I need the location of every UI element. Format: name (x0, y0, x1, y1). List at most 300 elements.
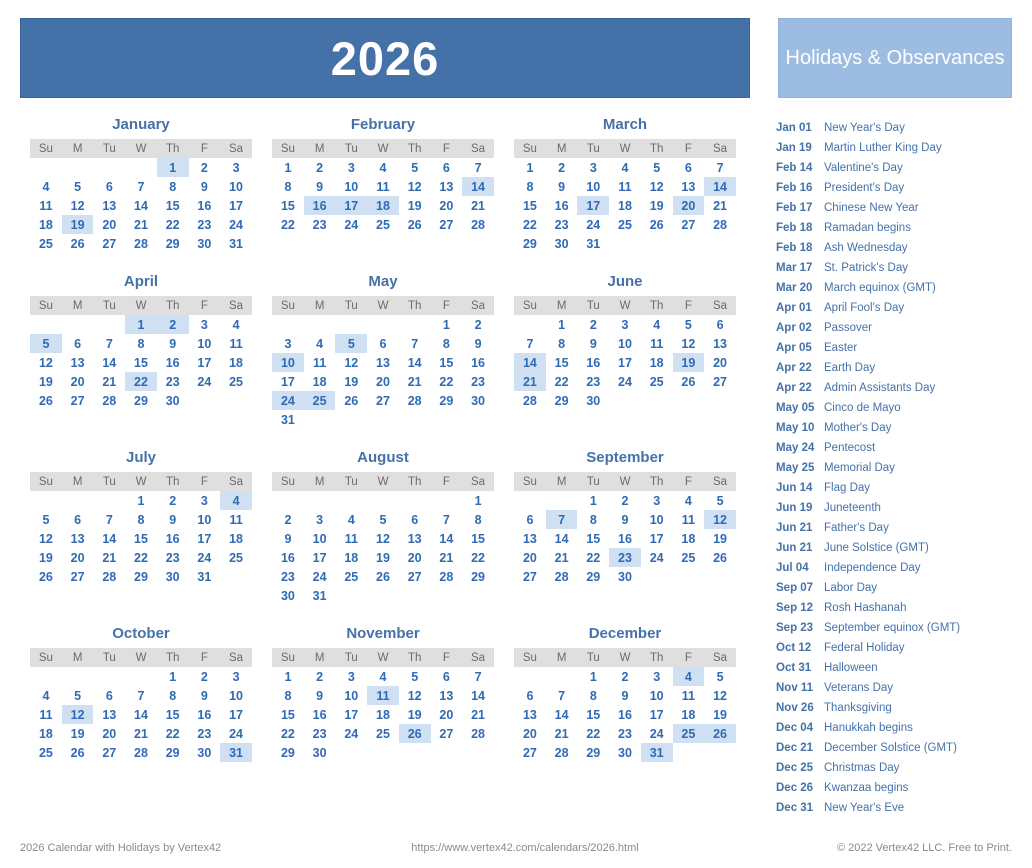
day-cell[interactable]: 17 (197, 531, 212, 546)
day-cell[interactable]: 30 (586, 393, 601, 408)
day-cell[interactable]: 16 (471, 355, 486, 370)
day-cell[interactable]: 28 (407, 393, 422, 408)
day-cell[interactable]: 6 (442, 669, 450, 684)
day-cell[interactable]: 12 (376, 531, 390, 546)
day-cell[interactable]: 4 (379, 160, 387, 175)
day-cell[interactable]: 9 (200, 179, 208, 194)
day-cell[interactable]: 31 (197, 569, 212, 584)
day-cell[interactable]: 1 (589, 493, 597, 508)
day-cell[interactable]: 19 (673, 353, 705, 372)
day-cell[interactable]: 30 (618, 745, 632, 760)
day-cell[interactable]: 29 (165, 236, 180, 251)
day-cell[interactable]: 22 (280, 217, 295, 232)
day-cell[interactable]: 20 (522, 550, 537, 565)
day-cell[interactable]: 8 (442, 336, 450, 351)
day-cell[interactable]: 14 (462, 177, 494, 196)
day-cell[interactable]: 7 (105, 336, 113, 351)
day-cell[interactable]: 23 (280, 569, 295, 584)
day-cell[interactable]: 10 (272, 353, 304, 372)
day-cell[interactable]: 19 (407, 707, 422, 722)
day-cell[interactable]: 22 (125, 372, 157, 391)
day-cell[interactable]: 15 (134, 355, 148, 370)
day-cell[interactable]: 4 (379, 669, 387, 684)
day-cell[interactable]: 25 (344, 569, 359, 584)
day-cell[interactable]: 12 (344, 355, 359, 370)
day-cell[interactable]: 24 (229, 217, 244, 232)
day-cell[interactable]: 22 (586, 726, 601, 741)
day-cell[interactable]: 21 (554, 726, 569, 741)
day-cell[interactable]: 14 (102, 355, 117, 370)
day-cell[interactable]: 4 (347, 512, 355, 527)
day-cell[interactable]: 15 (280, 198, 295, 213)
day-cell[interactable]: 28 (102, 569, 117, 584)
day-cell[interactable]: 11 (367, 686, 399, 705)
day-cell[interactable]: 27 (70, 393, 85, 408)
day-cell[interactable]: 20 (102, 726, 117, 741)
day-cell[interactable]: 15 (471, 531, 486, 546)
day-cell[interactable]: 13 (681, 179, 696, 194)
day-cell[interactable]: 2 (316, 669, 324, 684)
day-cell[interactable]: 23 (165, 550, 180, 565)
day-cell[interactable]: 27 (439, 726, 454, 741)
day-cell[interactable]: 11 (39, 707, 53, 722)
day-cell[interactable]: 8 (589, 688, 597, 703)
day-cell[interactable]: 18 (376, 707, 390, 722)
day-cell[interactable]: 23 (618, 726, 632, 741)
day-cell[interactable]: 12 (70, 198, 85, 213)
day-cell[interactable]: 3 (653, 493, 661, 508)
day-cell[interactable]: 3 (347, 669, 355, 684)
day-cell[interactable]: 13 (522, 707, 537, 722)
day-cell[interactable]: 14 (471, 688, 486, 703)
day-cell[interactable]: 30 (197, 236, 212, 251)
day-cell[interactable]: 28 (713, 217, 728, 232)
day-cell[interactable]: 20 (70, 374, 85, 389)
day-cell[interactable]: 1 (169, 669, 177, 684)
day-cell[interactable]: 15 (522, 198, 537, 213)
day-cell[interactable]: 30 (165, 393, 180, 408)
day-cell[interactable]: 15 (165, 198, 180, 213)
day-cell[interactable]: 21 (134, 726, 148, 741)
day-cell[interactable]: 12 (704, 510, 736, 529)
day-cell[interactable]: 25 (376, 726, 390, 741)
day-cell[interactable]: 26 (38, 393, 53, 408)
day-cell[interactable]: 20 (407, 550, 422, 565)
day-cell[interactable]: 6 (526, 688, 534, 703)
day-cell[interactable]: 5 (653, 160, 661, 175)
day-cell[interactable]: 19 (38, 374, 53, 389)
day-cell[interactable]: 12 (407, 688, 422, 703)
day-cell[interactable]: 18 (681, 531, 696, 546)
day-cell[interactable]: 7 (442, 512, 450, 527)
day-cell[interactable]: 8 (284, 688, 292, 703)
day-cell[interactable]: 9 (169, 336, 177, 351)
day-cell[interactable]: 22 (280, 726, 295, 741)
day-cell[interactable]: 30 (618, 569, 632, 584)
day-cell[interactable]: 26 (38, 569, 53, 584)
day-cell[interactable]: 4 (42, 179, 50, 194)
day-cell[interactable]: 3 (347, 160, 355, 175)
day-cell[interactable]: 9 (558, 179, 566, 194)
day-cell[interactable]: 20 (70, 550, 85, 565)
day-cell[interactable]: 14 (554, 707, 569, 722)
day-cell[interactable]: 17 (229, 707, 244, 722)
day-cell[interactable]: 10 (344, 179, 359, 194)
day-cell[interactable]: 20 (713, 355, 728, 370)
day-cell[interactable]: 14 (554, 531, 569, 546)
day-cell[interactable]: 11 (313, 355, 327, 370)
day-cell[interactable]: 28 (134, 745, 148, 760)
day-cell[interactable]: 6 (716, 317, 724, 332)
day-cell[interactable]: 26 (704, 724, 736, 743)
day-cell[interactable]: 21 (102, 374, 117, 389)
day-cell[interactable]: 6 (105, 179, 113, 194)
day-cell[interactable]: 10 (344, 688, 359, 703)
day-cell[interactable]: 7 (526, 336, 534, 351)
day-cell[interactable]: 31 (312, 588, 327, 603)
day-cell[interactable]: 19 (62, 215, 94, 234)
day-cell[interactable]: 23 (197, 726, 212, 741)
day-cell[interactable]: 28 (134, 236, 148, 251)
day-cell[interactable]: 15 (280, 707, 295, 722)
day-cell[interactable]: 26 (649, 217, 664, 232)
day-cell[interactable]: 1 (589, 669, 597, 684)
footer-url[interactable]: https://www.vertex42.com/calendars/2026.html (411, 842, 639, 854)
day-cell[interactable]: 7 (474, 669, 482, 684)
day-cell[interactable]: 27 (407, 569, 422, 584)
day-cell[interactable]: 21 (471, 198, 486, 213)
day-cell[interactable]: 11 (344, 531, 358, 546)
day-cell[interactable]: 26 (70, 236, 85, 251)
day-cell[interactable]: 21 (407, 374, 422, 389)
day-cell[interactable]: 23 (197, 217, 212, 232)
day-cell[interactable]: 5 (30, 334, 62, 353)
day-cell[interactable]: 10 (618, 336, 632, 351)
day-cell[interactable]: 6 (74, 512, 82, 527)
day-cell[interactable]: 4 (42, 688, 50, 703)
day-cell[interactable]: 21 (134, 217, 148, 232)
day-cell[interactable]: 13 (70, 531, 85, 546)
day-cell[interactable]: 14 (102, 531, 117, 546)
day-cell[interactable]: 16 (165, 355, 180, 370)
day-cell[interactable]: 2 (558, 160, 566, 175)
day-cell[interactable]: 24 (344, 726, 359, 741)
day-cell[interactable]: 6 (526, 512, 534, 527)
day-cell[interactable]: 28 (439, 569, 454, 584)
day-cell[interactable]: 31 (280, 412, 295, 427)
day-cell[interactable]: 6 (442, 160, 450, 175)
day-cell[interactable]: 22 (439, 374, 454, 389)
day-cell[interactable]: 27 (681, 217, 696, 232)
day-cell[interactable]: 24 (197, 374, 212, 389)
day-cell[interactable]: 11 (39, 198, 53, 213)
day-cell[interactable]: 20 (439, 707, 454, 722)
day-cell[interactable]: 13 (102, 198, 117, 213)
day-cell[interactable]: 27 (102, 236, 117, 251)
day-cell[interactable]: 14 (439, 531, 454, 546)
day-cell[interactable]: 2 (589, 317, 597, 332)
day-cell[interactable]: 10 (649, 688, 664, 703)
day-cell[interactable]: 16 (586, 355, 601, 370)
day-cell[interactable]: 10 (197, 336, 212, 351)
day-cell[interactable]: 25 (229, 550, 244, 565)
day-cell[interactable]: 3 (589, 160, 597, 175)
day-cell[interactable]: 5 (411, 160, 419, 175)
day-cell[interactable]: 23 (554, 217, 569, 232)
day-cell[interactable]: 13 (407, 531, 422, 546)
day-cell[interactable]: 21 (514, 372, 546, 391)
day-cell[interactable]: 4 (653, 317, 661, 332)
day-cell[interactable]: 22 (165, 726, 180, 741)
day-cell[interactable]: 30 (197, 745, 212, 760)
day-cell[interactable]: 25 (618, 217, 632, 232)
day-cell[interactable]: 11 (618, 179, 632, 194)
day-cell[interactable]: 16 (197, 198, 212, 213)
day-cell[interactable]: 8 (169, 179, 177, 194)
day-cell[interactable]: 12 (649, 179, 664, 194)
day-cell[interactable]: 17 (649, 707, 664, 722)
day-cell[interactable]: 9 (200, 688, 208, 703)
day-cell[interactable]: 9 (621, 512, 629, 527)
day-cell[interactable]: 18 (618, 198, 632, 213)
day-cell[interactable]: 18 (38, 726, 53, 741)
day-cell[interactable]: 1 (125, 315, 157, 334)
day-cell[interactable]: 25 (376, 217, 390, 232)
day-cell[interactable]: 29 (554, 393, 569, 408)
day-cell[interactable]: 12 (713, 688, 728, 703)
day-cell[interactable]: 9 (316, 179, 324, 194)
day-cell[interactable]: 29 (586, 569, 601, 584)
day-cell[interactable]: 8 (137, 336, 145, 351)
day-cell[interactable]: 12 (681, 336, 696, 351)
day-cell[interactable]: 15 (586, 531, 601, 546)
day-cell[interactable]: 18 (229, 355, 244, 370)
day-cell[interactable]: 2 (200, 160, 208, 175)
day-cell[interactable]: 13 (522, 531, 537, 546)
day-cell[interactable]: 22 (586, 550, 601, 565)
day-cell[interactable]: 6 (411, 512, 419, 527)
day-cell[interactable]: 17 (618, 355, 632, 370)
day-cell[interactable]: 5 (379, 512, 387, 527)
day-cell[interactable]: 4 (316, 336, 324, 351)
day-cell[interactable]: 16 (304, 196, 336, 215)
day-cell[interactable]: 21 (439, 550, 454, 565)
day-cell[interactable]: 14 (407, 355, 422, 370)
day-cell[interactable]: 22 (471, 550, 486, 565)
day-cell[interactable]: 27 (102, 745, 117, 760)
day-cell[interactable]: 29 (471, 569, 486, 584)
day-cell[interactable]: 7 (411, 336, 419, 351)
day-cell[interactable]: 18 (344, 550, 359, 565)
day-cell[interactable]: 30 (280, 588, 295, 603)
day-cell[interactable]: 29 (586, 745, 601, 760)
day-cell[interactable]: 17 (577, 196, 609, 215)
day-cell[interactable]: 16 (618, 531, 632, 546)
day-cell[interactable]: 16 (165, 531, 180, 546)
day-cell[interactable]: 11 (229, 512, 243, 527)
day-cell[interactable]: 9 (169, 512, 177, 527)
day-cell[interactable]: 22 (522, 217, 537, 232)
day-cell[interactable]: 8 (589, 512, 597, 527)
day-cell[interactable]: 12 (38, 355, 53, 370)
day-cell[interactable]: 19 (713, 531, 728, 546)
day-cell[interactable]: 20 (376, 374, 390, 389)
day-cell[interactable]: 13 (439, 688, 454, 703)
day-cell[interactable]: 1 (442, 317, 450, 332)
day-cell[interactable]: 14 (134, 707, 148, 722)
day-cell[interactable]: 28 (471, 217, 486, 232)
day-cell[interactable]: 20 (102, 217, 117, 232)
day-cell[interactable]: 17 (335, 196, 367, 215)
day-cell[interactable]: 7 (137, 688, 145, 703)
day-cell[interactable]: 4 (673, 667, 705, 686)
day-cell[interactable]: 10 (312, 531, 327, 546)
day-cell[interactable]: 29 (280, 745, 295, 760)
day-cell[interactable]: 17 (197, 355, 212, 370)
day-cell[interactable]: 24 (586, 217, 601, 232)
day-cell[interactable]: 18 (681, 707, 696, 722)
day-cell[interactable]: 23 (312, 217, 327, 232)
day-cell[interactable]: 30 (471, 393, 486, 408)
day-cell[interactable]: 31 (229, 236, 244, 251)
day-cell[interactable]: 9 (621, 688, 629, 703)
day-cell[interactable]: 16 (618, 707, 632, 722)
day-cell[interactable]: 21 (713, 198, 728, 213)
day-cell[interactable]: 6 (684, 160, 692, 175)
day-cell[interactable]: 13 (376, 355, 390, 370)
day-cell[interactable]: 29 (134, 393, 148, 408)
day-cell[interactable]: 15 (134, 531, 148, 546)
day-cell[interactable]: 12 (38, 531, 53, 546)
day-cell[interactable]: 16 (280, 550, 295, 565)
day-cell[interactable]: 17 (649, 531, 664, 546)
day-cell[interactable]: 25 (681, 550, 696, 565)
day-cell[interactable]: 25 (304, 391, 336, 410)
day-cell[interactable]: 19 (649, 198, 664, 213)
day-cell[interactable]: 28 (471, 726, 486, 741)
day-cell[interactable]: 28 (102, 393, 117, 408)
day-cell[interactable]: 7 (558, 688, 566, 703)
day-cell[interactable]: 25 (649, 374, 664, 389)
day-cell[interactable]: 6 (105, 688, 113, 703)
day-cell[interactable]: 7 (474, 160, 482, 175)
day-cell[interactable]: 11 (376, 179, 390, 194)
day-cell[interactable]: 19 (38, 550, 53, 565)
day-cell[interactable]: 24 (197, 550, 212, 565)
day-cell[interactable]: 26 (70, 745, 85, 760)
day-cell[interactable]: 15 (554, 355, 569, 370)
day-cell[interactable]: 23 (471, 374, 486, 389)
day-cell[interactable]: 8 (137, 512, 145, 527)
day-cell[interactable]: 10 (649, 512, 664, 527)
day-cell[interactable]: 18 (38, 217, 53, 232)
day-cell[interactable]: 1 (284, 669, 292, 684)
day-cell[interactable]: 5 (335, 334, 367, 353)
day-cell[interactable]: 4 (220, 491, 252, 510)
day-cell[interactable]: 13 (70, 355, 85, 370)
day-cell[interactable]: 8 (474, 512, 482, 527)
day-cell[interactable]: 11 (681, 512, 695, 527)
day-cell[interactable]: 28 (522, 393, 537, 408)
day-cell[interactable]: 27 (522, 745, 537, 760)
day-cell[interactable]: 5 (74, 688, 82, 703)
day-cell[interactable]: 3 (653, 669, 661, 684)
day-cell[interactable]: 3 (232, 160, 240, 175)
day-cell[interactable]: 9 (284, 531, 292, 546)
day-cell[interactable]: 3 (200, 317, 208, 332)
day-cell[interactable]: 26 (407, 217, 422, 232)
day-cell[interactable]: 28 (554, 745, 569, 760)
day-cell[interactable]: 1 (526, 160, 534, 175)
day-cell[interactable]: 19 (376, 550, 390, 565)
day-cell[interactable]: 27 (376, 393, 390, 408)
day-cell[interactable]: 30 (312, 745, 327, 760)
day-cell[interactable]: 6 (379, 336, 387, 351)
day-cell[interactable]: 26 (681, 374, 696, 389)
day-cell[interactable]: 19 (407, 198, 422, 213)
day-cell[interactable]: 14 (704, 177, 736, 196)
day-cell[interactable]: 16 (554, 198, 569, 213)
day-cell[interactable]: 9 (474, 336, 482, 351)
day-cell[interactable]: 5 (684, 317, 692, 332)
day-cell[interactable]: 22 (165, 217, 180, 232)
day-cell[interactable]: 15 (165, 707, 180, 722)
day-cell[interactable]: 2 (200, 669, 208, 684)
day-cell[interactable]: 18 (649, 355, 664, 370)
day-cell[interactable]: 10 (229, 688, 244, 703)
day-cell[interactable]: 20 (439, 198, 454, 213)
day-cell[interactable]: 26 (399, 724, 431, 743)
day-cell[interactable]: 31 (220, 743, 252, 762)
day-cell[interactable]: 10 (197, 512, 212, 527)
day-cell[interactable]: 23 (165, 374, 180, 389)
day-cell[interactable]: 3 (232, 669, 240, 684)
day-cell[interactable]: 11 (229, 336, 243, 351)
day-cell[interactable]: 8 (284, 179, 292, 194)
day-cell[interactable]: 21 (102, 550, 117, 565)
day-cell[interactable]: 10 (229, 179, 244, 194)
day-cell[interactable]: 26 (713, 550, 728, 565)
day-cell[interactable]: 8 (169, 688, 177, 703)
day-cell[interactable]: 23 (609, 548, 641, 567)
day-cell[interactable]: 1 (137, 493, 145, 508)
day-cell[interactable]: 27 (439, 217, 454, 232)
day-cell[interactable]: 5 (42, 512, 50, 527)
day-cell[interactable]: 11 (650, 336, 664, 351)
day-cell[interactable]: 5 (74, 179, 82, 194)
day-cell[interactable]: 5 (716, 669, 724, 684)
day-cell[interactable]: 13 (439, 179, 454, 194)
day-cell[interactable]: 27 (522, 569, 537, 584)
day-cell[interactable]: 5 (716, 493, 724, 508)
day-cell[interactable]: 25 (229, 374, 244, 389)
day-cell[interactable]: 13 (713, 336, 728, 351)
day-cell[interactable]: 23 (586, 374, 601, 389)
day-cell[interactable]: 24 (649, 550, 664, 565)
day-cell[interactable]: 26 (376, 569, 390, 584)
day-cell[interactable]: 25 (673, 724, 705, 743)
day-cell[interactable]: 17 (280, 374, 295, 389)
day-cell[interactable]: 11 (681, 688, 695, 703)
day-cell[interactable]: 12 (407, 179, 422, 194)
day-cell[interactable]: 9 (316, 688, 324, 703)
day-cell[interactable]: 3 (284, 336, 292, 351)
day-cell[interactable]: 29 (134, 569, 148, 584)
day-cell[interactable]: 19 (344, 374, 359, 389)
day-cell[interactable]: 22 (134, 550, 148, 565)
day-cell[interactable]: 25 (38, 236, 53, 251)
day-cell[interactable]: 9 (589, 336, 597, 351)
